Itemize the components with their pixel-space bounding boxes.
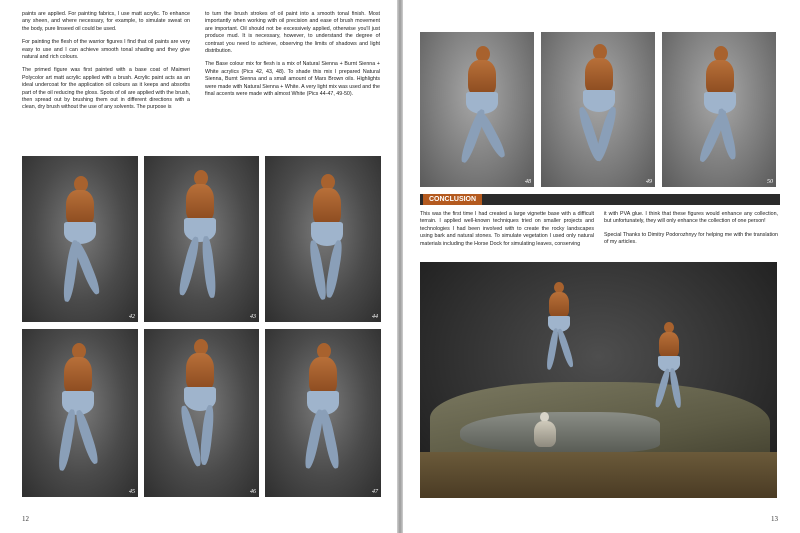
page-number: 13 (771, 515, 778, 523)
warrior-figure (172, 170, 232, 316)
right-text-column-2 (604, 211, 778, 253)
figure-photo-49 (541, 32, 655, 187)
figure-photo-47 (265, 329, 381, 497)
vignette-diorama-photo (420, 262, 777, 498)
section-heading-bar (420, 194, 780, 205)
paragraph: The Base colour mix for flesh is a mix of Natural Sienna + Burnt Sienna + White acrylics (Pics 42, 43, 48). To shade this mix I prepared Natural Sienna, Burnt Sienna and a small amount of Mars Brown oils. Highlights were made with Natural Sienna + White. A very light mix was used and the final accents were made with almost White (Pics 44-47, 49-50). (205, 61, 380, 98)
photo-number: 48 (525, 179, 531, 185)
log-bark (460, 412, 660, 452)
warrior-figure (454, 46, 514, 182)
paragraph: it with PVA glue. I think that these figures would enhance any collection, but unfortunately, they will only enhance the collection of one person! (604, 211, 778, 225)
page-number: 12 (22, 515, 29, 523)
section-heading: CONCLUSION (423, 194, 482, 205)
base-plinth (420, 452, 777, 498)
figure-photo-50 (662, 32, 776, 187)
paragraph: Special Thanks to Dimitry Podorozhnyy for helping me with the translation of my articles. (604, 231, 778, 246)
photo-number: 45 (129, 489, 135, 495)
warrior-figure (299, 174, 359, 318)
photo-number: 49 (646, 179, 652, 185)
paragraph: For painting the flesh of the warrior figures I find that oil paints are very easy to use and I can achieve smooth tonal shading and they give natural and rich colours. (22, 39, 190, 61)
photo-number: 43 (250, 314, 256, 320)
left-text-column-1 (22, 11, 190, 118)
warrior-figure (52, 176, 112, 316)
warrior-figure (295, 343, 355, 491)
figure-photo-46 (144, 329, 259, 497)
figure-photo-44 (265, 156, 381, 322)
warrior-figure (540, 282, 580, 382)
warrior-figure (50, 343, 110, 491)
figure-photo-48 (420, 32, 534, 187)
warrior-figure (650, 322, 690, 422)
photo-number: 47 (372, 489, 378, 495)
paragraph: paints are applied. For painting fabrics, I use matt acrylic. To enhance any sheen, and where necessary, for example, to simulate sweat on the body, pure linseed oil could be used. (22, 11, 190, 32)
photo-number: 46 (250, 489, 256, 495)
left-text-column-2 (205, 11, 380, 104)
warrior-figure (172, 339, 232, 489)
photo-number: 50 (767, 179, 773, 185)
paragraph: This was the first time I had created a large vignette base with a difficult terrain. I applied well-known techniques tried on smaller projects and technologies I had been involved with to create the rocky landscapes using bark and natural stones. To simulate vegetation I used only natural materials including the Horse Dock for simulating leaves, conserving (420, 211, 594, 247)
figure-photo-45 (22, 329, 138, 497)
figure-photo-42 (22, 156, 138, 322)
crouching-figure (530, 412, 560, 452)
warrior-figure (692, 46, 752, 182)
figure-photo-43 (144, 156, 259, 322)
right-text-column-1 (420, 211, 594, 254)
warrior-figure (571, 44, 631, 182)
paragraph: The primed figure was first painted with a base coat of Maimeri Polycolor art matt acrylic applied with a brush. Acrylic paint acts as an ideal undercoat for the application oil colours as it keeps and absorbs part of the oil reducing the gloss. Spots of oil are applied with the brush, then spread out by brushing them out in different directions with a clean, dry brush without the use of any solvents. The purpose is (22, 67, 190, 111)
photo-number: 44 (372, 314, 378, 320)
paragraph: to turn the brush strokes of oil paint into a smooth tonal finish. Most importantly when working with oil precision and ease of brush movement are important. Oil should not be excessively applied, otherwise you'll just produce mud. It is necessary, however, to understand the degree of contrast you need to achieve, observing the limits of shadows and light distribution. (205, 11, 380, 55)
photo-number: 42 (129, 314, 135, 320)
